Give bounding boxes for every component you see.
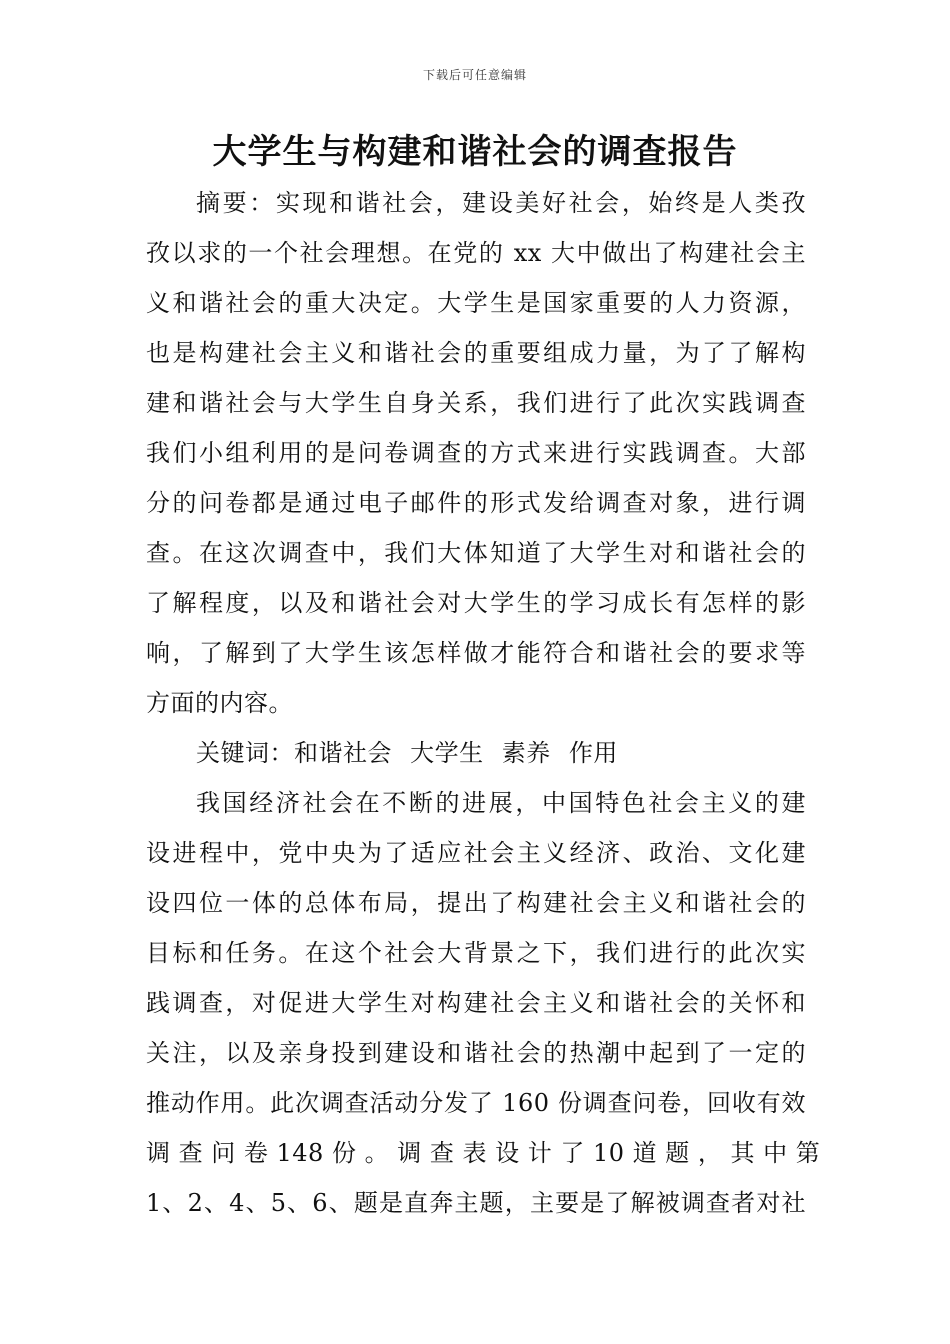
abstract-line-10: 响，了解到了大学生该怎样做才能符合和谐社会的要求等 bbox=[146, 639, 806, 667]
body-line-4: 目标和任务。在这个社会大背景之下，我们进行的此次实 bbox=[146, 939, 806, 967]
header-note: 下载后可任意编辑 bbox=[422, 68, 527, 82]
abstract-line-11: 方面的内容。 bbox=[146, 689, 293, 717]
abstract-line-6: 我们小组利用的是问卷调查的方式来进行实践调查。大部 bbox=[146, 439, 806, 467]
abstract-line-5: 建和谐社会与大学生自身关系，我们进行了此次实践调查 bbox=[146, 389, 806, 417]
body-line-1: 我国经济社会在不断的进展，中国特色社会主义的建 bbox=[196, 789, 806, 817]
abstract-line-2: 孜以求的一个社会理想。在党的 xx 大中做出了构建社会主 bbox=[146, 239, 806, 267]
body-line-9: 1、2、4、5、6、题是直奔主题，主要是了解被调查者对社 bbox=[146, 1189, 806, 1217]
body-line-5: 践调查，对促进大学生对构建社会主义和谐社会的关怀和 bbox=[146, 989, 806, 1017]
abstract-line-9: 了解程度，以及和谐社会对大学生的学习成长有怎样的影 bbox=[146, 589, 806, 617]
abstract-line-8: 查。在这次调查中，我们大体知道了大学生对和谐社会的 bbox=[146, 539, 806, 567]
body-line-6: 关注，以及亲身投到建设和谐社会的热潮中起到了一定的 bbox=[146, 1039, 806, 1067]
body-text bbox=[146, 178, 821, 1228]
body-line-7: 推动作用。此次调查活动分发了 160 份调查问卷，回收有效 bbox=[146, 1089, 806, 1117]
document-title: 大学生与构建和谐社会的调查报告 bbox=[212, 132, 738, 172]
body-line-8: 调 查 问 卷 148 份 。 调 查 表 设 计 了 10 道 题 ， 其 中 第 bbox=[146, 1139, 821, 1167]
abstract-line-7: 分的问卷都是通过电子邮件的形式发给调查对象，进行调 bbox=[146, 489, 806, 517]
abstract-line-1: 摘要：实现和谐社会，建设美好社会，始终是人类孜 bbox=[196, 189, 806, 217]
body-line-2: 设进程中，党中央为了适应社会主义经济、政治、文化建 bbox=[146, 839, 806, 867]
body-line-3: 设四位一体的总体布局，提出了构建社会主义和谐社会的 bbox=[146, 889, 806, 917]
abstract-line-4: 也是构建社会主义和谐社会的重要组成力量，为了了解构 bbox=[146, 339, 806, 367]
abstract-line-3: 义和谐社会的重大决定。大学生是国家重要的人力资源， bbox=[146, 289, 806, 317]
keywords-line: 关键词：和谐社会 大学生 素养 作用 bbox=[196, 739, 618, 767]
